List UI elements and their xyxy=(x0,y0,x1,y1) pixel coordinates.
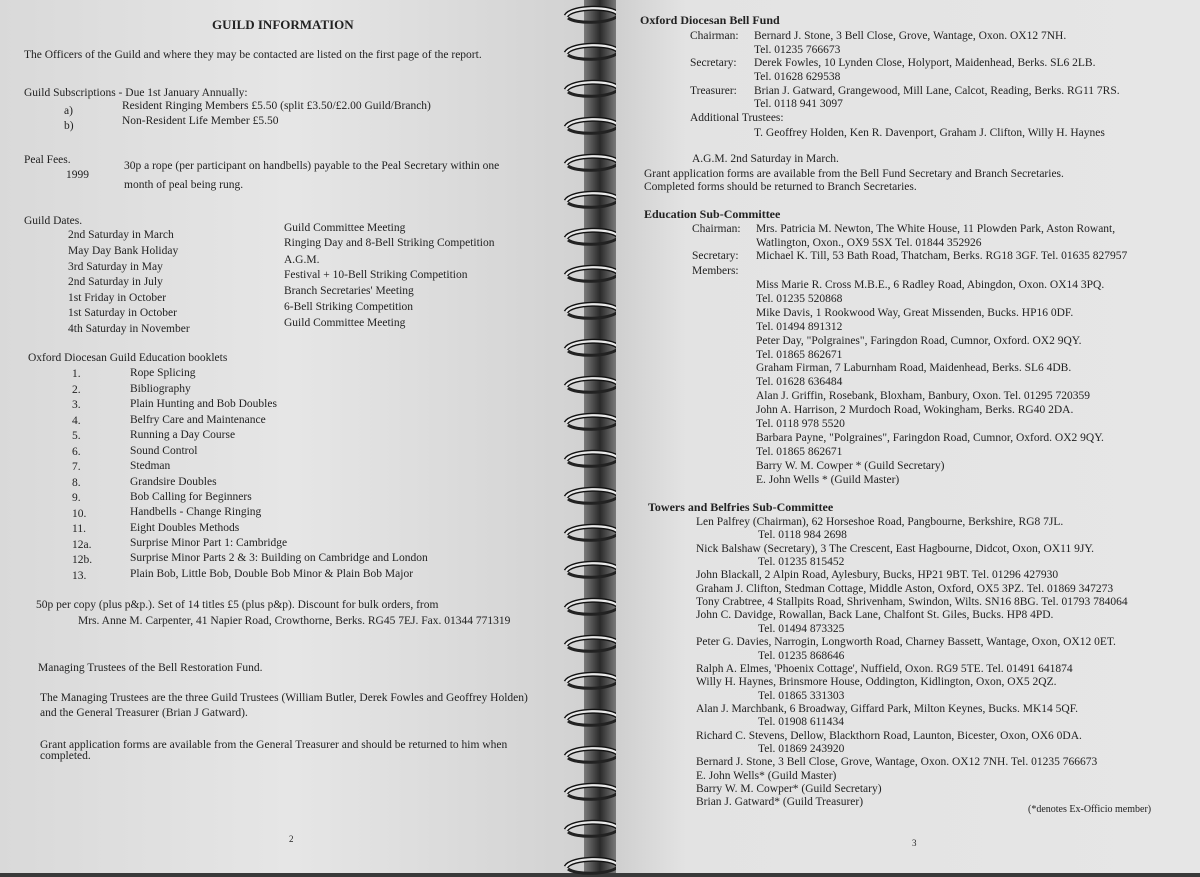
trustees-text: and the General Treasurer (Brian J Gatward). xyxy=(40,707,248,719)
booklet-number: 6. xyxy=(72,446,81,458)
edu-member-line: Tel. 01235 520868 xyxy=(756,292,843,305)
booklet-number: 9. xyxy=(72,492,81,504)
edu-member-line: E. John Wells * (Guild Master) xyxy=(756,473,900,486)
edu-member-line: Tel. 01865 862671 xyxy=(756,348,843,361)
page-number: 2 xyxy=(289,834,294,844)
booklet-number: 4. xyxy=(72,415,81,427)
towers-member-line: John Blackall, 2 Alpin Road, Aylesbury, Bucks, HP21 9BT. Tel. 01296 427930 xyxy=(696,569,1059,582)
spiral-coil xyxy=(562,374,622,396)
booklets-heading: Oxford Diocesan Guild Education booklets xyxy=(28,352,228,364)
booklet-title: Rope Splicing xyxy=(130,367,196,379)
agm-text: A.G.M. 2nd Saturday in March. xyxy=(692,153,839,165)
fund-officer-text: Derek Fowles, 10 Lynden Close, Holyport, Maidenhead, Berks. SL6 2LB. xyxy=(754,57,1096,69)
spiral-coil xyxy=(562,633,622,655)
spiral-coil xyxy=(562,781,622,803)
booklet-number: 2. xyxy=(72,384,81,396)
edu-chair-text: Mrs. Patricia M. Newton, The White House, 11 Plowden Park, Aston Rowant, xyxy=(756,223,1116,235)
page-title: GUILD INFORMATION xyxy=(212,17,354,32)
edu-member-line: Tel. 0118 978 5520 xyxy=(756,418,845,430)
date-when: 3rd Saturday in May xyxy=(68,261,163,273)
subscriptions-heading: Guild Subscriptions - Due 1st January Annually: xyxy=(24,87,248,99)
peal-year: 1999 xyxy=(66,169,89,181)
booklet-number: 12b. xyxy=(72,554,93,566)
spiral-coil xyxy=(562,448,622,470)
edu-member-line: Peter Day, "Polgraines", Faringdon Road, Cumnor, Oxford. OX2 9QY. xyxy=(756,334,1082,347)
edu-member-line: Alan J. Griffin, Rosebank, Bloxham, Banbury, Oxon. Tel. 01295 720359 xyxy=(756,390,1091,403)
towers-member-line: Tony Crabtree, 4 Stallpits Road, Shrivenham, Swindon, Wilts. SN16 8BG. Tel. 01793 784064 xyxy=(696,596,1128,609)
subscription-letter: b) xyxy=(64,120,74,132)
booklet-title: Belfry Care and Maintenance xyxy=(130,414,266,426)
date-event: 6-Bell Striking Competition xyxy=(284,301,414,313)
spiral-coil xyxy=(562,115,622,137)
towers-member-line: Ralph A. Elmes, 'Phoenix Cottage', Nuffield, Oxon. RG9 5TE. Tel. 01491 641874 xyxy=(696,662,1073,675)
spiral-coil xyxy=(562,670,622,692)
trustees-heading: Managing Trustees of the Bell Restoration Fund. xyxy=(38,662,263,674)
edu-members-label: Members: xyxy=(692,265,739,277)
left-page xyxy=(0,0,584,873)
date-when: 2nd Saturday in July xyxy=(68,276,163,288)
intro-text: The Officers of the Guild and where they may be contacted are listed on the first page of the report. xyxy=(24,49,482,61)
edu-role-label: Secretary: xyxy=(692,250,739,262)
booklet-title: Stedman xyxy=(130,460,171,472)
fund-officer-text: Bernard J. Stone, 3 Bell Close, Grove, Wantage, Oxon. OX12 7NH. xyxy=(754,30,1067,42)
fund-role-label: Treasurer: xyxy=(690,85,737,97)
fund-officer-text: Tel. 01235 766673 xyxy=(754,44,841,56)
booklet-number: 8. xyxy=(72,477,81,489)
towers-member-line: Graham J. Clifton, Stedman Cottage, Middle Aston, Oxford, OX5 3PZ. Tel. 01869 347273 xyxy=(696,582,1114,595)
booklet-contact: Mrs. Anne M. Carpenter, 41 Napier Road, Crowthorne, Berks. RG45 7EJ. Fax. 01344 771319 xyxy=(78,615,511,627)
date-event: Festival + 10-Bell Striking Competition xyxy=(284,269,468,281)
edu-role-label: Chairman: xyxy=(692,223,741,235)
spiral-coil xyxy=(562,485,622,507)
edu-member-line: Graham Firman, 7 Laburnham Road, Maidenhead, Berks. SL6 4DB. xyxy=(756,362,1072,375)
date-event: Guild Committee Meeting xyxy=(284,222,406,234)
spiral-coil xyxy=(562,744,622,766)
edu-member-line: Tel. 01865 862671 xyxy=(756,445,843,458)
date-event: Ringing Day and 8-Bell Striking Competition xyxy=(284,237,495,249)
towers-member-line: Brian J. Gatward* (Guild Treasurer) xyxy=(696,796,864,809)
edu-member-line: John A. Harrison, 2 Murdoch Road, Wokingham, Berks. RG40 2DA. xyxy=(756,404,1074,417)
fund-grant-text: Completed forms should be returned to Branch Secretaries. xyxy=(644,181,917,193)
spiral-coil xyxy=(562,818,622,840)
booklet-number: 12a. xyxy=(72,539,92,551)
booklet-title: Surprise Minor Parts 2 & 3: Building on Cambridge and London xyxy=(130,552,428,564)
booklet-title: Plain Hunting and Bob Doubles xyxy=(130,398,277,410)
spiral-coil xyxy=(562,855,622,877)
guild-dates-heading: Guild Dates. xyxy=(24,215,83,227)
edu-member-line: Miss Marie R. Cross M.B.E., 6 Radley Road, Abingdon, Oxon. OX14 3PQ. xyxy=(756,279,1105,291)
towers-member-line: John C. Davidge, Rowallan, Back Lane, Chalfont St. Giles, Bucks. HP8 4PD. xyxy=(696,609,1054,622)
booklet-number: 13. xyxy=(72,570,87,582)
spiral-coil xyxy=(562,189,622,211)
trustees-text: The Managing Trustees are the three Guild Trustees (William Butler, Derek Fowles and Geoffrey Holden) xyxy=(40,692,528,704)
edu-member-line: Mike Davis, 1 Rookwood Way, Great Missenden, Bucks. HP16 0DF. xyxy=(756,306,1074,319)
spiral-coil xyxy=(562,300,622,322)
edu-member-line: Barry W. M. Cowper * (Guild Secretary) xyxy=(756,459,945,472)
booklet-title: Plain Bob, Little Bob, Double Bob Minor & Plain Bob Major xyxy=(130,568,414,580)
spiral-coil xyxy=(562,559,622,581)
booklet-number: 5. xyxy=(72,430,81,442)
subscription-letter: a) xyxy=(64,105,73,117)
edu-member-line: Tel. 01628 636484 xyxy=(756,376,843,389)
fund-grant-text: Grant application forms are available from the Bell Fund Secretary and Branch Secretaries. xyxy=(644,168,1064,180)
towers-member-line: Tel. 01235 868646 xyxy=(758,649,845,662)
booklet-title: Sound Control xyxy=(130,445,198,457)
grant-text: Grant application forms are available from the General Treasurer and should be returned to him when xyxy=(40,739,508,751)
peal-fees-heading: Peal Fees. xyxy=(24,154,71,166)
spiral-coil xyxy=(562,78,622,100)
page-number: 3 xyxy=(912,838,917,848)
booklet-title: Bibliography xyxy=(130,383,191,395)
booklet-number: 10. xyxy=(72,508,87,520)
towers-member-line: Barry W. M. Cowper* (Guild Secretary) xyxy=(696,783,882,795)
booklet-number: 11. xyxy=(72,523,86,535)
subscription-text: Resident Ringing Members £5.50 (split £3.50/£2.00 Guild/Branch) xyxy=(122,100,431,112)
fund-officer-text: Brian J. Gatward, Grangewood, Mill Lane, Calcot, Reading, Berks. RG11 7RS. xyxy=(754,85,1120,97)
spiral-coil xyxy=(562,263,622,285)
towers-member-line: Nick Balshaw (Secretary), 3 The Crescent, East Hagbourne, Didcot, Oxon, OX11 9JY. xyxy=(696,542,1095,555)
towers-member-line: Tel. 01494 873325 xyxy=(758,622,845,635)
date-event: Branch Secretaries' Meeting xyxy=(284,285,414,297)
towers-member-line: Tel. 01235 815452 xyxy=(758,556,845,569)
subscription-text: Non-Resident Life Member £5.50 xyxy=(122,115,279,127)
ex-officio-footnote: (*denotes Ex-Officio member) xyxy=(1028,804,1152,815)
booklet-number: 7. xyxy=(72,461,81,473)
spiral-coil xyxy=(562,152,622,174)
right-page xyxy=(616,0,1200,873)
spiral-coil xyxy=(562,41,622,63)
edu-secretary-text: Michael K. Till, 53 Bath Road, Thatcham, Berks. RG18 3GF. Tel. 01635 827957 xyxy=(756,250,1128,262)
booklet-title: Handbells - Change Ringing xyxy=(130,506,262,518)
booklet-title: Running a Day Course xyxy=(130,429,236,441)
bell-fund-heading: Oxford Diocesan Bell Fund xyxy=(640,13,780,27)
booklet-title: Bob Calling for Beginners xyxy=(130,491,252,503)
peal-fee-text: month of peal being rung. xyxy=(124,179,244,191)
fund-officer-text: Tel. 0118 941 3097 xyxy=(754,98,843,110)
spiral-coil xyxy=(562,522,622,544)
spiral-coil xyxy=(562,4,622,26)
date-event: Guild Committee Meeting xyxy=(284,317,406,329)
spiral-coil xyxy=(562,707,622,729)
towers-member-line: Willy H. Haynes, Brinsmore House, Oddington, Kidlington, Oxon, OX5 2QZ. xyxy=(696,676,1057,689)
date-when: 4th Saturday in November xyxy=(68,323,190,335)
towers-member-line: Tel. 01908 611434 xyxy=(758,716,844,729)
towers-member-line: Tel. 0118 984 2698 xyxy=(758,529,847,542)
booklet-number: 3. xyxy=(72,399,81,411)
spiral-coil xyxy=(562,226,622,248)
booklet-title: Surprise Minor Part 1: Cambridge xyxy=(130,537,288,549)
fund-officer-text: Tel. 01628 629538 xyxy=(754,71,841,83)
additional-trustees: T. Geoffrey Holden, Ken R. Davenport, Graham J. Clifton, Willy H. Haynes xyxy=(754,127,1105,139)
towers-member-line: Richard C. Stevens, Dellow, Blackthorn Road, Launton, Bicester, Oxon, OX6 0DA. xyxy=(696,729,1082,742)
booklet-price-text: 50p per copy (plus p&p.). Set of 14 titles £5 (plus p&p). Discount for bulk orders, from xyxy=(36,599,439,611)
towers-member-line: Tel. 01865 331303 xyxy=(758,689,845,702)
towers-member-line: Bernard J. Stone, 3 Bell Close, Grove, Wantage, Oxon. OX12 7NH. Tel. 01235 766673 xyxy=(696,756,1098,769)
booklet-title: Eight Doubles Methods xyxy=(130,522,240,534)
date-when: May Day Bank Holiday xyxy=(68,245,179,257)
edu-member-line: Barbara Payne, "Polgraines", Faringdon Road, Cumnor, Oxford. OX2 9QY. xyxy=(756,431,1104,444)
fund-role-label: Chairman: xyxy=(690,30,739,42)
date-when: 2nd Saturday in March xyxy=(68,229,174,241)
towers-member-line: Peter G. Davies, Narrogin, Longworth Road, Charney Bassett, Wantage, Oxon, OX12 0ET. xyxy=(696,636,1116,649)
date-event: A.G.M. xyxy=(284,254,320,266)
towers-heading: Towers and Belfries Sub-Committee xyxy=(648,500,834,514)
towers-member-line: Alan J. Marchbank, 6 Broadway, Giffard Park, Milton Keynes, Bucks. MK14 5QF. xyxy=(696,702,1079,715)
spiral-coil xyxy=(562,411,622,433)
towers-member-line: E. John Wells* (Guild Master) xyxy=(696,769,837,782)
fund-role-label: Secretary: xyxy=(690,57,737,69)
edu-chair-text: Watlington, Oxon., OX9 5SX Tel. 01844 352926 xyxy=(756,237,982,249)
education-heading: Education Sub-Committee xyxy=(644,207,781,221)
booklet-title: Grandsire Doubles xyxy=(130,476,217,488)
booklet-number: 1. xyxy=(72,368,81,380)
date-when: 1st Friday in October xyxy=(68,292,167,304)
grant-text: completed. xyxy=(40,750,91,762)
spiral-coil xyxy=(562,337,622,359)
peal-fee-text: 30p a rope (per participant on handbells) payable to the Peal Secretary within one xyxy=(124,160,500,172)
additional-trustees-label: Additional Trustees: xyxy=(690,112,784,124)
towers-member-line: Len Palfrey (Chairman), 62 Horseshoe Road, Pangbourne, Berkshire, RG8 7JL. xyxy=(696,516,1064,528)
date-when: 1st Saturday in October xyxy=(68,307,177,319)
towers-member-line: Tel. 01869 243920 xyxy=(758,742,845,755)
edu-member-line: Tel. 01494 891312 xyxy=(756,320,843,333)
spiral-coil xyxy=(562,596,622,618)
